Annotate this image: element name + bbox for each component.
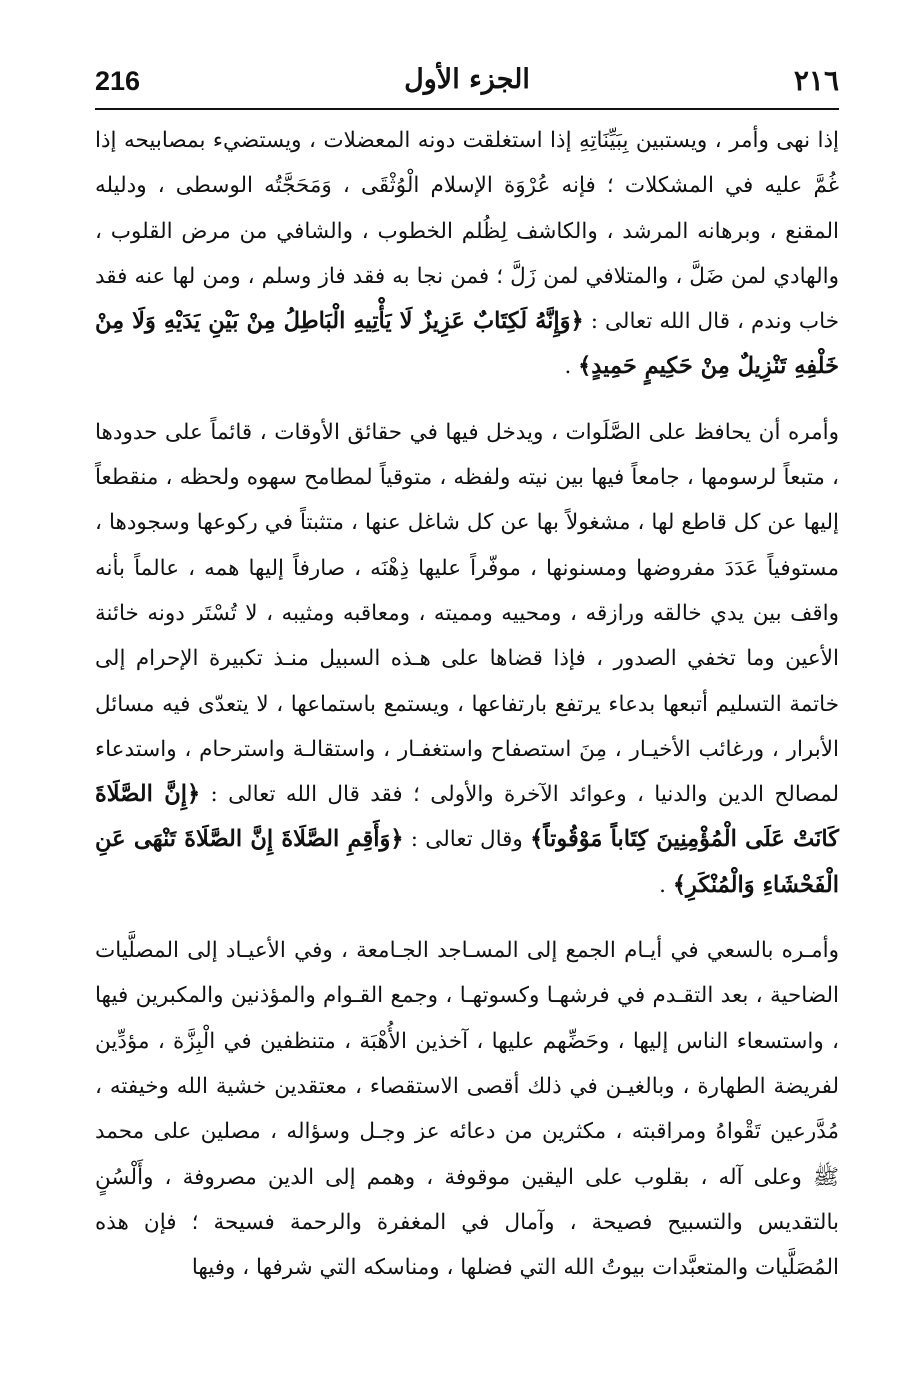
quran-verse: ﴿إِنَّ الصَّلَاةَ كَانَتْ عَلَى الْمُؤْمِنِينَ كِتَاباً مَوْقُوتاً﴾ bbox=[95, 781, 839, 853]
paragraph-connector: وقال تعالى : bbox=[403, 827, 531, 853]
paragraph-3 bbox=[95, 928, 839, 1290]
header-divider bbox=[95, 108, 839, 110]
quran-verse: ﴿وَأَقِمِ الصَّلَاةَ إِنَّ الصَّلَاةَ تَنْهَى عَنِ الْفَحْشَاءِ وَالْمُنْكَرِ﴾ bbox=[95, 826, 839, 898]
paragraph-text: وأمره أن يحافظ على الصَّلَوات ، ويدخل فيها في حقائق الأوقات ، قائماً على حدودها ، متبعاً لرسومها ، جامعاً فيها بين نيته ولفظه ، متوقياً لمطامح سهوه ولحظه ، منقطعاً إليها عن كل قاطع لها ، مشغولاً بها عن كل شاغل عنها ، متثبتاً في ركوعها وسجودها ، مستوفياً عَدَدَ مفروضها ومسنونها ، موفّراً عليها ذِهْنَه ، صارفاً إليها همه ، عالماً بأنه واقف بين يدي خالقه ورازقه ، ومحييه ومميته ، ومعاقبه ومثيبه ، لا تُسْتَر دونه خائنة الأعين وما تخفي الصدور ، فإذا قضاها على هـذه السبيل منـذ تكبيرة الإحرام إلى خاتمة التسليم أتبعها بدعاء يرتفع بارتفاعها ، ويستمع باستماعها ، لا يتعدّى فيه مسائل الأبرار ، ورغائب الأخيـار ، مِنَ استصفاح واستغفـار ، واستقالـة واسترحام ، واستدعاء لمصالح الدين والدنيا ، وعوائد الآخرة والأولى ؛ فقد قال الله تعالى : bbox=[95, 419, 839, 808]
page-number-arabic: ٢١٦ bbox=[793, 64, 839, 97]
quran-verse: ﴿وَإِنَّهُ لَكِتَابٌ عَزِيزٌ لَا يَأْتِيهِ الْبَاطِلُ مِنْ بَيْنِ يَدَيْهِ وَلَا مِنْ خَلْفِهِ تَنْزِيلٌ مِنْ حَكِيمٍ حَمِيدٍ﴾ bbox=[95, 308, 839, 380]
paragraph-end: . bbox=[659, 872, 673, 898]
page-header bbox=[95, 62, 839, 106]
page-number-latin: 216 bbox=[95, 66, 141, 96]
paragraph-end: . bbox=[564, 354, 579, 380]
page-body bbox=[95, 118, 839, 1290]
paragraph-text: وأمـره بالسعي في أيـام الجمع إلى المسـاجد الجـامعة ، وفي الأعيـاد إلى المصلَّيات الضاحية ، بعد التقـدم في فرشهـا وكسوتهـا ، وجمع القـوام والمؤذنين والمكبرين فيها ، واستسعاء الناس إليها ، وحَضِّهم عليها ، آخذين الأُهْبَة ، متنظفين في الْبِزَّة ، مؤدِّين لفريضة الطهارة ، وبالغيـن في ذلك أقصى الاستقصاء ، معتقدين خشية الله وخيفته ، مُدَّرعين تَقْواهُ ومراقبته ، مكثرين من دعائه عز وجـل وسؤاله ، مصلين على محمد ﷺ وعلى آله ، بقلوب على اليقين موقوفة ، وهمم إلى الدين مصروفة ، وأَلْسُنٍ بالتقديس والتسبيح فصيحة ، وآمال في المغفرة والرحمة فسيحة ؛ فإن هذه المُصَلَّيات والمتعبَّدات بيوتُ الله التي فضلها ، ومناسكه التي شرفها ، وفيها bbox=[95, 938, 839, 1281]
running-title: الجزء الأول bbox=[404, 64, 530, 95]
paragraph-2 bbox=[95, 410, 839, 908]
paragraph-1 bbox=[95, 118, 839, 390]
paragraph-text: إذا نهى وأمر ، ويستبين بِبَيِّنَاتِهِ إذا استغلقت دونه المعضلات ، ويستضيء بمصابيحه إذا غُمَّ عليه في المشكلات ؛ فإنه عُرْوَة الإسلام الْوُثْقَى ، وَمَحَجَّتُه الوسطى ، ودليله المقنع ، وبرهانه المرشد ، والكاشف لِظُلم الخطوب ، والشافي من مرض القلوب ، والهادي لمن ضَلَّ ، والمتلافي لمن زَلَّ ؛ فمن نجا به فقد فاز وسلم ، ومن لها عنه فقد خاب وندم ، قال الله تعالى : bbox=[95, 128, 840, 335]
